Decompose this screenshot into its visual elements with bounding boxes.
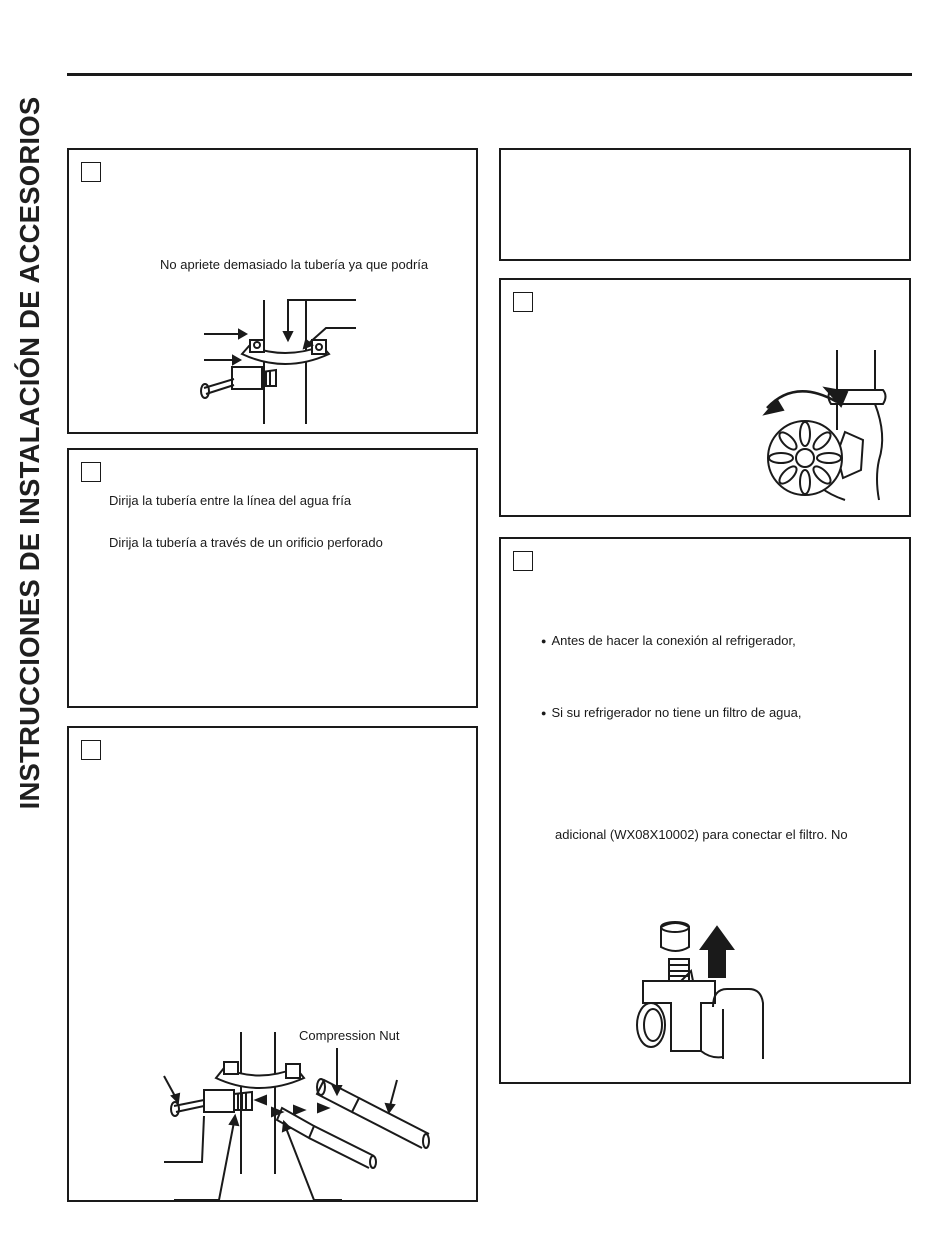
compression-nut-label: Compression Nut xyxy=(299,1028,400,1043)
route-tubing-text-1: Dirija la tubería entre la línea del agua fría xyxy=(109,493,352,508)
step-checkbox[interactable] xyxy=(513,292,533,312)
clamp-warning-text: No apriete demasiado la tubería ya que podría xyxy=(160,257,429,272)
saddle-valve-clamp-illustration xyxy=(194,282,444,432)
side-title xyxy=(10,38,50,868)
valve-cap-removal-illustration xyxy=(631,919,781,1069)
bullet-text-2: ● Si su refrigerador no tiene un filtro de agua, xyxy=(541,705,801,720)
step-panel-compression-fitting xyxy=(67,726,478,1202)
filter-adapter-text: adicional (WX08X10002) para conectar el filtro. No xyxy=(555,827,848,842)
step-panel-refrigerator-connection xyxy=(499,537,911,1084)
shutoff-valve-handle-illustration xyxy=(755,350,895,510)
compression-fitting-illustration xyxy=(164,1028,464,1204)
step-panel-shutoff-valve xyxy=(499,278,911,517)
step-checkbox[interactable] xyxy=(513,551,533,571)
step-checkbox[interactable] xyxy=(81,740,101,760)
step-checkbox[interactable] xyxy=(81,162,101,182)
step-panel-blank xyxy=(499,148,911,261)
step-panel-route-tubing xyxy=(67,448,478,708)
route-tubing-text-2: Dirija la tubería a través de un orificio perforado xyxy=(109,535,383,550)
bullet-text-1: ● Antes de hacer la conexión al refrigerador, xyxy=(541,633,796,648)
header-rule xyxy=(67,73,912,76)
side-title-text: INSTRUCCIONES DE INSTALACIÓN DE ACCESORIOS xyxy=(14,96,45,810)
step-panel-clamp xyxy=(67,148,478,434)
step-checkbox[interactable] xyxy=(81,462,101,482)
